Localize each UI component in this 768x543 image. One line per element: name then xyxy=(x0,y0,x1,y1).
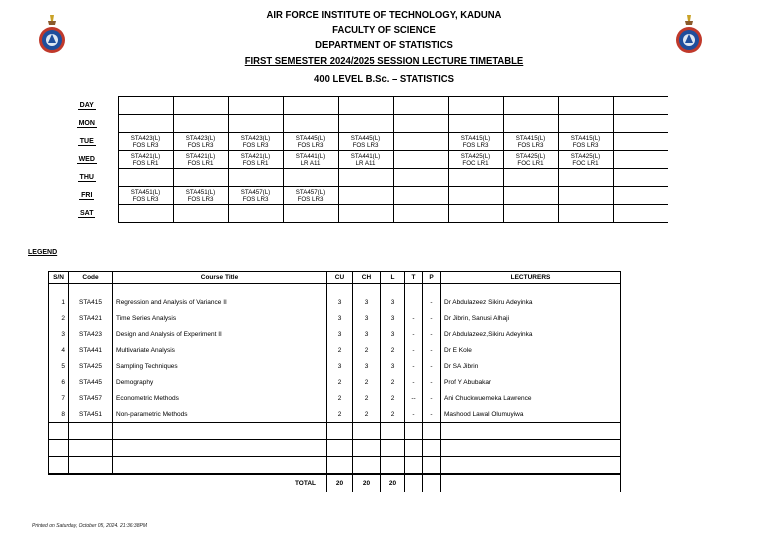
day-label-text: FRI xyxy=(81,192,93,199)
timetable-slot xyxy=(448,187,503,205)
slot-venue: FOS LR3 xyxy=(517,141,544,149)
timetable-slot xyxy=(283,133,338,151)
timetable-slot xyxy=(558,133,613,151)
timetable-slot xyxy=(558,151,613,169)
timetable-row xyxy=(56,115,668,133)
day-label-text: TUE xyxy=(79,138,94,145)
course-t-cell: - xyxy=(405,326,423,342)
course-ch-cell: 2 xyxy=(353,406,381,423)
timetable-slot xyxy=(118,115,173,133)
timetable-slot xyxy=(503,151,558,169)
slot-venue: FOC LR1 xyxy=(517,159,544,167)
course-sn-cell: 8 xyxy=(49,406,69,423)
day-label-text: SAT xyxy=(80,210,94,217)
course-cu-cell: 2 xyxy=(327,342,353,358)
timetable-slot xyxy=(338,115,393,133)
slot-course-code: STA415(L) xyxy=(515,134,546,142)
slot-course-code: STA421(L) xyxy=(240,152,271,160)
col-header-ch: CH xyxy=(353,272,381,284)
timetable-slot xyxy=(613,97,668,115)
slot-venue: FOC LR1 xyxy=(572,159,599,167)
col-header-sn: S/N xyxy=(49,272,69,284)
timetable-slot xyxy=(393,205,448,223)
timetable-slot xyxy=(503,169,558,187)
timetable-slot xyxy=(338,187,393,205)
course-cu-cell: 3 xyxy=(327,326,353,342)
slot-course-code: STA451(L) xyxy=(130,188,161,196)
day-label xyxy=(56,205,118,223)
timetable-slot xyxy=(173,97,228,115)
faculty-title: FACULTY OF SCIENCE xyxy=(332,25,436,36)
course-t-cell: - xyxy=(405,406,423,423)
timetable-slot xyxy=(118,133,173,151)
course-cu-cell: 3 xyxy=(327,294,353,310)
timetable-row xyxy=(56,133,668,151)
course-lecturer-cell: Dr Jibrin, Sanusi Alhaji xyxy=(441,310,621,326)
course-p-cell: - xyxy=(423,374,441,390)
timetable-slot xyxy=(558,187,613,205)
department-title: DEPARTMENT OF STATISTICS xyxy=(315,40,453,51)
timetable-row xyxy=(56,169,668,187)
course-title-cell: Econometric Methods xyxy=(113,390,327,406)
col-header-p: P xyxy=(423,272,441,284)
course-legend-table xyxy=(48,271,621,492)
day-label xyxy=(56,151,118,169)
course-cu-cell: 3 xyxy=(327,358,353,374)
timetable-slot xyxy=(228,169,283,187)
course-ch-cell: 2 xyxy=(353,390,381,406)
timetable-slot xyxy=(448,133,503,151)
timetable-slot xyxy=(393,151,448,169)
timetable-slot xyxy=(503,115,558,133)
timetable-slot xyxy=(173,151,228,169)
slot-course-code: STA441(L) xyxy=(350,152,381,160)
timetable-slot xyxy=(503,205,558,223)
course-l-cell: 2 xyxy=(381,342,405,358)
col-header-title: Course Title xyxy=(113,272,327,284)
slot-course-code: STA423(L) xyxy=(130,134,161,142)
timetable-slot xyxy=(613,169,668,187)
timetable-slot xyxy=(338,205,393,223)
course-row xyxy=(49,374,621,390)
day-label-text: THU xyxy=(79,174,94,181)
timetable-grid xyxy=(56,96,668,223)
course-row xyxy=(49,358,621,374)
course-row xyxy=(49,342,621,358)
timetable-slot xyxy=(118,205,173,223)
course-ch-cell: 3 xyxy=(353,294,381,310)
timetable-slot xyxy=(228,97,283,115)
slot-venue: FOS LR3 xyxy=(462,141,489,149)
timetable-slot xyxy=(393,115,448,133)
course-p-cell: - xyxy=(423,310,441,326)
timetable-slot xyxy=(448,115,503,133)
slot-course-code: STA457(L) xyxy=(240,188,271,196)
slot-venue: FOC LR1 xyxy=(462,159,489,167)
empty-row xyxy=(49,440,621,457)
total-cu-cell: 20 xyxy=(327,474,353,492)
print-timestamp: Printed on Saturday, October 05, 2024. 21:36:38PM xyxy=(32,523,147,529)
course-sn-cell: 7 xyxy=(49,390,69,406)
course-l-cell: 3 xyxy=(381,326,405,342)
course-t-cell: - xyxy=(405,342,423,358)
slot-venue: FOS LR1 xyxy=(187,159,214,167)
slot-course-code: STA445(L) xyxy=(295,134,326,142)
course-title-cell: Multivariate Analysis xyxy=(113,342,327,358)
timetable-slot xyxy=(558,97,613,115)
timetable-slot xyxy=(503,133,558,151)
timetable-slot xyxy=(283,205,338,223)
slot-venue: FOS LR3 xyxy=(187,195,214,203)
slot-venue: FOS LR3 xyxy=(132,195,159,203)
slot-course-code: STA445(L) xyxy=(350,134,381,142)
course-cu-cell: 2 xyxy=(327,390,353,406)
timetable-slot xyxy=(173,169,228,187)
timetable-slot xyxy=(173,115,228,133)
course-title-cell: Time Series Analysis xyxy=(113,310,327,326)
legend-title: LEGEND xyxy=(28,249,58,256)
timetable-slot xyxy=(118,151,173,169)
col-header-cu: CU xyxy=(327,272,353,284)
slot-course-code: STA421(L) xyxy=(130,152,161,160)
timetable-slot xyxy=(613,115,668,133)
timetable-row xyxy=(56,97,668,115)
timetable-slot xyxy=(393,169,448,187)
timetable-row xyxy=(56,187,668,205)
day-label xyxy=(56,97,118,115)
timetable-slot xyxy=(118,169,173,187)
course-row xyxy=(49,390,621,406)
timetable-slot xyxy=(283,169,338,187)
course-row xyxy=(49,310,621,326)
course-code-cell: STA423 xyxy=(69,326,113,342)
course-l-cell: 2 xyxy=(381,390,405,406)
course-row xyxy=(49,326,621,342)
course-code-cell: STA445 xyxy=(69,374,113,390)
course-t-cell: -- xyxy=(405,390,423,406)
timetable-slot xyxy=(613,151,668,169)
total-row xyxy=(49,474,621,492)
empty-row xyxy=(49,423,621,440)
course-lecturer-cell: Mashood Lawal Olumuyiwa xyxy=(441,406,621,423)
course-lecturer-cell: Dr E Kole xyxy=(441,342,621,358)
course-lecturer-cell: Dr SA Jibrin xyxy=(441,358,621,374)
timetable-slot xyxy=(283,97,338,115)
slot-course-code: STA457(L) xyxy=(295,188,326,196)
course-ch-cell: 2 xyxy=(353,374,381,390)
course-lecturer-cell: Prof Y Abubakar xyxy=(441,374,621,390)
course-l-cell: 3 xyxy=(381,294,405,310)
day-label-text: WED xyxy=(78,156,95,163)
timetable-row xyxy=(56,151,668,169)
total-ch-cell: 20 xyxy=(353,474,381,492)
course-cu-cell: 3 xyxy=(327,310,353,326)
legend-header-row xyxy=(49,272,621,284)
course-lecturer-cell: Dr Abdulazeez Sikiru Adeyinka xyxy=(441,294,621,310)
slot-venue: FOS LR3 xyxy=(572,141,599,149)
course-title-cell: Design and Analysis of Experiment II xyxy=(113,326,327,342)
course-cu-cell: 2 xyxy=(327,406,353,423)
course-ch-cell: 3 xyxy=(353,310,381,326)
institution-title: AIR FORCE INSTITUTE OF TECHNOLOGY, KADUNA xyxy=(266,10,502,21)
timetable-slot xyxy=(283,151,338,169)
timetable-slot xyxy=(173,187,228,205)
slot-venue: FOS LR1 xyxy=(242,159,269,167)
timetable-slot xyxy=(228,205,283,223)
slot-venue: FOS LR3 xyxy=(297,195,324,203)
course-sn-cell: 1 xyxy=(49,294,69,310)
day-label-text: DAY xyxy=(79,102,94,109)
timetable-slot xyxy=(338,133,393,151)
slot-venue: FOS LR3 xyxy=(242,195,269,203)
timetable-slot xyxy=(283,187,338,205)
slot-venue: LR A11 xyxy=(300,159,321,167)
day-label xyxy=(56,187,118,205)
timetable-slot xyxy=(338,169,393,187)
slot-course-code: STA423(L) xyxy=(185,134,216,142)
slot-course-code: STA425(L) xyxy=(460,152,491,160)
timetable-row xyxy=(56,205,668,223)
timetable-slot xyxy=(338,151,393,169)
course-t-cell: - xyxy=(405,374,423,390)
timetable-title: FIRST SEMESTER 2024/2025 SESSION LECTURE TIMETABLE xyxy=(244,56,524,67)
course-l-cell: 2 xyxy=(381,406,405,423)
course-t-cell: - xyxy=(405,358,423,374)
course-cu-cell: 2 xyxy=(327,374,353,390)
timetable-slot xyxy=(393,97,448,115)
timetable-slot xyxy=(338,97,393,115)
timetable-slot xyxy=(228,187,283,205)
course-title-cell: Non-parametric Methods xyxy=(113,406,327,423)
course-l-cell: 2 xyxy=(381,374,405,390)
timetable-slot xyxy=(173,133,228,151)
course-t-cell: - xyxy=(405,310,423,326)
timetable-slot xyxy=(228,151,283,169)
slot-course-code: STA441(L) xyxy=(295,152,326,160)
slot-course-code: STA451(L) xyxy=(185,188,216,196)
slot-venue: LR A11 xyxy=(355,159,376,167)
course-title-cell: Regression and Analysis of Variance II xyxy=(113,294,327,310)
course-ch-cell: 3 xyxy=(353,358,381,374)
course-lecturer-cell: Dr Abdulazeez,Sikiru Adeyinka xyxy=(441,326,621,342)
col-header-code: Code xyxy=(69,272,113,284)
course-l-cell: 3 xyxy=(381,358,405,374)
timetable-slot xyxy=(503,187,558,205)
slot-course-code: STA423(L) xyxy=(240,134,271,142)
timetable-slot xyxy=(558,169,613,187)
timetable-slot xyxy=(613,205,668,223)
col-header-t: T xyxy=(405,272,423,284)
timetable-slot xyxy=(448,97,503,115)
total-l-cell: 20 xyxy=(381,474,405,492)
slot-venue: FOS LR1 xyxy=(132,159,159,167)
course-sn-cell: 3 xyxy=(49,326,69,342)
day-label xyxy=(56,115,118,133)
timetable-slot xyxy=(613,133,668,151)
timetable-slot xyxy=(228,133,283,151)
course-code-cell: STA457 xyxy=(69,390,113,406)
course-row xyxy=(49,294,621,310)
course-p-cell: - xyxy=(423,326,441,342)
timetable-slot xyxy=(558,115,613,133)
timetable-slot xyxy=(118,97,173,115)
timetable-slot xyxy=(393,187,448,205)
course-sn-cell: 6 xyxy=(49,374,69,390)
slot-course-code: STA421(L) xyxy=(185,152,216,160)
course-title-cell: Sampling Techniques xyxy=(113,358,327,374)
slot-course-code: STA425(L) xyxy=(570,152,601,160)
course-sn-cell: 4 xyxy=(49,342,69,358)
course-row xyxy=(49,406,621,423)
course-code-cell: STA441 xyxy=(69,342,113,358)
course-ch-cell: 3 xyxy=(353,326,381,342)
day-label xyxy=(56,133,118,151)
slot-course-code: STA415(L) xyxy=(460,134,491,142)
timetable-slot xyxy=(448,151,503,169)
col-header-lecturers: LECTURERS xyxy=(441,272,621,284)
course-p-cell: - xyxy=(423,358,441,374)
slot-course-code: STA415(L) xyxy=(570,134,601,142)
course-p-cell: - xyxy=(423,342,441,358)
timetable-slot xyxy=(448,169,503,187)
day-label-text: MON xyxy=(78,120,95,127)
course-t-cell xyxy=(405,294,423,310)
col-header-l: L xyxy=(381,272,405,284)
course-ch-cell: 2 xyxy=(353,342,381,358)
course-code-cell: STA421 xyxy=(69,310,113,326)
level-title: 400 LEVEL B.Sc. – STATISTICS xyxy=(314,74,454,85)
timetable-slot xyxy=(503,97,558,115)
course-code-cell: STA415 xyxy=(69,294,113,310)
course-p-cell: - xyxy=(423,390,441,406)
timetable-slot xyxy=(228,115,283,133)
course-title-cell: Demography xyxy=(113,374,327,390)
timetable-slot xyxy=(283,115,338,133)
timetable-slot xyxy=(173,205,228,223)
slot-venue: FOS LR3 xyxy=(242,141,269,149)
course-lecturer-cell: Ani Chuckwuemeka Lawrence xyxy=(441,390,621,406)
slot-course-code: STA425(L) xyxy=(515,152,546,160)
timetable-slot xyxy=(558,205,613,223)
course-code-cell: STA451 xyxy=(69,406,113,423)
day-label xyxy=(56,169,118,187)
course-code-cell: STA425 xyxy=(69,358,113,374)
slot-venue: FOS LR3 xyxy=(187,141,214,149)
course-l-cell: 3 xyxy=(381,310,405,326)
course-sn-cell: 2 xyxy=(49,310,69,326)
timetable-slot xyxy=(613,187,668,205)
total-label: TOTAL xyxy=(49,474,327,492)
slot-venue: FOS LR3 xyxy=(132,141,159,149)
course-p-cell: - xyxy=(423,406,441,423)
timetable-slot xyxy=(393,133,448,151)
timetable-slot xyxy=(448,205,503,223)
course-p-cell: - xyxy=(423,294,441,310)
slot-venue: FOS LR3 xyxy=(352,141,379,149)
course-sn-cell: 5 xyxy=(49,358,69,374)
timetable-slot xyxy=(118,187,173,205)
slot-venue: FOS LR3 xyxy=(297,141,324,149)
empty-row xyxy=(49,457,621,475)
